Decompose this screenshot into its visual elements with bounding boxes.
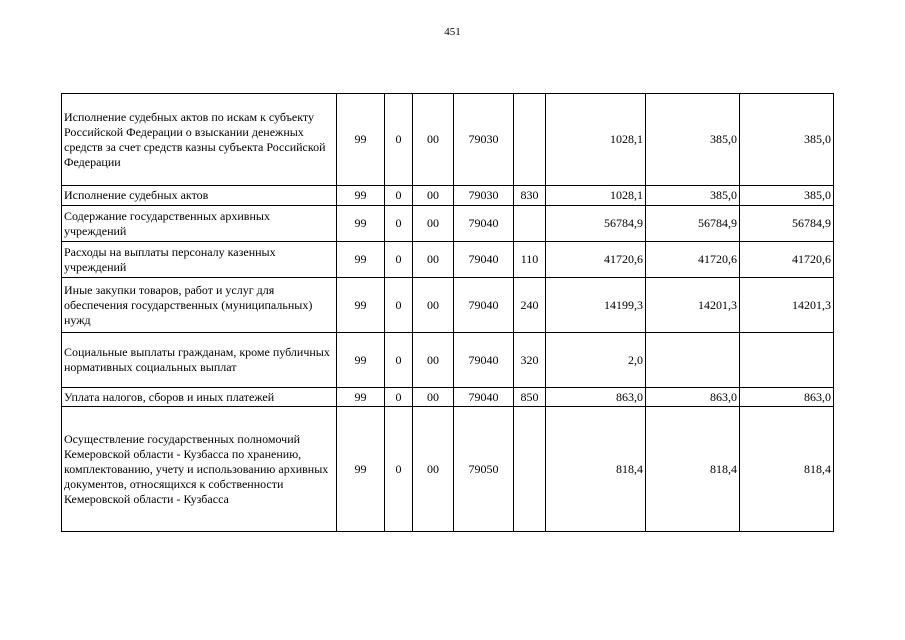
main-event-code: 00: [413, 407, 454, 532]
main-event-code: 00: [413, 206, 454, 242]
expense-type-code: 110: [514, 242, 546, 278]
expense-type-code: 830: [514, 186, 546, 206]
subprogram-code: 0: [385, 407, 413, 532]
table-row: [62, 242, 834, 278]
row-name: Исполнение судебных актов по искам к субъекту Российской Федерации о взыскании денежных средств за счет средств казны субъекта Российской Федерации: [62, 94, 337, 186]
table-row: [62, 206, 834, 242]
main-event-code: 00: [413, 186, 454, 206]
direction-code: 79050: [454, 407, 514, 532]
amount-3: 818,4: [740, 407, 834, 532]
program-code: 99: [337, 278, 385, 333]
budget-table: [61, 93, 834, 532]
table-row: [62, 94, 834, 186]
expense-type-code: 240: [514, 278, 546, 333]
row-name: Исполнение судебных актов: [62, 186, 337, 206]
subprogram-code: 0: [385, 388, 413, 407]
direction-code: 79040: [454, 388, 514, 407]
direction-code: 79040: [454, 242, 514, 278]
subprogram-code: 0: [385, 206, 413, 242]
main-event-code: 00: [413, 278, 454, 333]
amount-3: 41720,6: [740, 242, 834, 278]
expense-type-code: 320: [514, 333, 546, 388]
amount-2: 41720,6: [646, 242, 740, 278]
amount-1: 1028,1: [546, 94, 646, 186]
subprogram-code: 0: [385, 242, 413, 278]
expense-type-code: [514, 206, 546, 242]
subprogram-code: 0: [385, 186, 413, 206]
amount-2: 818,4: [646, 407, 740, 532]
direction-code: 79030: [454, 94, 514, 186]
main-event-code: 00: [413, 242, 454, 278]
expense-type-code: 850: [514, 388, 546, 407]
row-name: Иные закупки товаров, работ и услуг для обеспечения государственных (муниципальных) нужд: [62, 278, 337, 333]
subprogram-code: 0: [385, 94, 413, 186]
program-code: 99: [337, 242, 385, 278]
main-event-code: 00: [413, 388, 454, 407]
amount-2: 385,0: [646, 186, 740, 206]
direction-code: 79030: [454, 186, 514, 206]
program-code: 99: [337, 388, 385, 407]
amount-1: 41720,6: [546, 242, 646, 278]
expense-type-code: [514, 407, 546, 532]
amount-2: 385,0: [646, 94, 740, 186]
amount-3: [740, 333, 834, 388]
program-code: 99: [337, 94, 385, 186]
subprogram-code: 0: [385, 333, 413, 388]
program-code: 99: [337, 206, 385, 242]
amount-1: 1028,1: [546, 186, 646, 206]
direction-code: 79040: [454, 206, 514, 242]
direction-code: 79040: [454, 278, 514, 333]
table-row: [62, 278, 834, 333]
row-name: Расходы на выплаты персоналу казенных учреждений: [62, 242, 337, 278]
row-name: Уплата налогов, сборов и иных платежей: [62, 388, 337, 407]
amount-2: [646, 333, 740, 388]
amount-1: 14199,3: [546, 278, 646, 333]
program-code: 99: [337, 186, 385, 206]
subprogram-code: 0: [385, 278, 413, 333]
amount-3: 863,0: [740, 388, 834, 407]
table-row: [62, 333, 834, 388]
table-row: [62, 186, 834, 206]
amount-3: 385,0: [740, 94, 834, 186]
amount-2: 863,0: [646, 388, 740, 407]
amount-2: 14201,3: [646, 278, 740, 333]
main-event-code: 00: [413, 94, 454, 186]
amount-3: 385,0: [740, 186, 834, 206]
program-code: 99: [337, 333, 385, 388]
amount-2: 56784,9: [646, 206, 740, 242]
amount-1: 56784,9: [546, 206, 646, 242]
program-code: 99: [337, 407, 385, 532]
direction-code: 79040: [454, 333, 514, 388]
amount-3: 56784,9: [740, 206, 834, 242]
table-row: [62, 388, 834, 407]
amount-1: 863,0: [546, 388, 646, 407]
amount-3: 14201,3: [740, 278, 834, 333]
row-name: Осуществление государственных полномочий Кемеровской области - Кузбасса по хранению, комплектованию, учету и использованию архивных документов, относящихся к собственности Кемеровской области - Кузбасса: [62, 407, 337, 532]
page-number: 451: [444, 26, 461, 38]
amount-1: 2,0: [546, 333, 646, 388]
row-name: Социальные выплаты гражданам, кроме публичных нормативных социальных выплат: [62, 333, 337, 388]
main-event-code: 00: [413, 333, 454, 388]
amount-1: 818,4: [546, 407, 646, 532]
expense-type-code: [514, 94, 546, 186]
row-name: Содержание государственных архивных учреждений: [62, 206, 337, 242]
table-row: [62, 407, 834, 532]
